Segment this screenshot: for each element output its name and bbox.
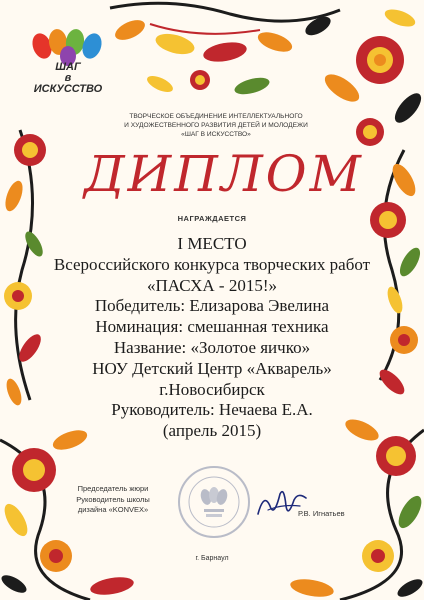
jury-line-1: Председатель жюри	[77, 484, 149, 493]
nomination-line: Номинация: смешанная техника	[95, 317, 329, 337]
contest-line-2: «ПАСХА - 2015!»	[147, 275, 277, 295]
jury-line-3: дизайна «KONVEX»	[77, 505, 149, 514]
logo-text	[30, 62, 106, 95]
organization-line-1: ТВОРЧЕСКОЕ ОБЪЕДИНЕНИЕ ИНТЕЛЛЕКТУАЛЬНОГО	[129, 113, 303, 120]
award-details	[36, 234, 388, 442]
issue-city: г. Барнаул	[195, 555, 229, 562]
school-line: НОУ Детский Центр «Акварель»	[92, 358, 332, 378]
winner-line: Победитель: Елизарова Эвелина	[94, 296, 330, 316]
organization-line-3: «ШАГ В ИСКУССТВО»	[181, 131, 251, 138]
official-stamp-icon	[176, 464, 252, 540]
signer-name: Р.В. Игнатьев	[298, 509, 345, 518]
diploma-title: ДИПЛОМ	[84, 145, 364, 203]
contest-line-1: Всероссийского конкурса творческих работ	[53, 254, 371, 274]
logo-line-1: ШАГ	[55, 61, 81, 73]
jury-chair-title	[58, 484, 168, 516]
supervisor-line: Руководитель: Нечаева Е.А.	[111, 400, 313, 420]
work-name-line: Название: «Золотое яичко»	[113, 337, 311, 357]
jury-line-2: Руководитель школы	[76, 494, 150, 504]
city-line: г.Новосибирск	[159, 379, 265, 399]
logo-line-3: ИСКУССТВО	[33, 83, 103, 95]
date-line: (апрель 2015)	[162, 421, 262, 441]
organization-line-2: И ХУДОЖЕСТВЕННОГО РАЗВИТИЯ ДЕТЕЙ И МОЛОДЕЖИ	[124, 122, 308, 129]
logo-line-2: в	[64, 72, 72, 84]
organization-name	[104, 112, 328, 139]
awarded-label: НАГРАЖДАЕТСЯ	[177, 214, 247, 223]
award-place: I МЕСТО	[177, 234, 247, 253]
